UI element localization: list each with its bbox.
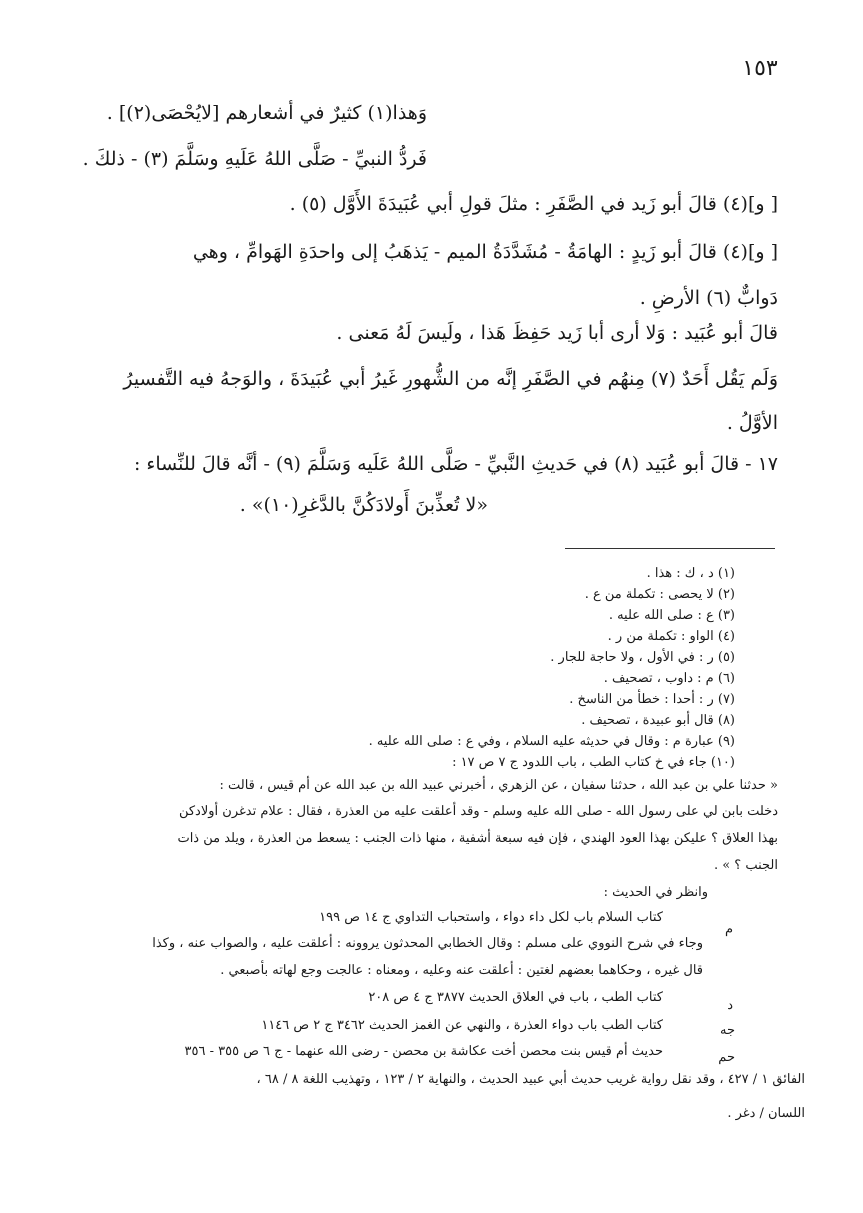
footnote: (١٠) جاء في خ كتاب الطب ، باب اللدود ج ٧ ص ١٧ :: [452, 755, 735, 770]
main-text-line: «لا تُعذِّبنَ أَولادَكُنَّ بالدَّغرِ(١٠)» .: [239, 494, 488, 516]
footnote: (٥) ر : في الأول ، ولا حاجة للجار .: [550, 650, 735, 665]
footnote: (٩) عبارة م : وقال في حديثه عليه السلام ، وفي ع : صلى الله عليه .: [368, 734, 735, 749]
main-text-line: الأوَّلُ .: [726, 412, 778, 434]
references-intro: وانظر في الحديث :: [603, 885, 708, 900]
reference-key: حم: [718, 1050, 735, 1065]
closing-line: الفائق ١ / ٤٢٧ ، وقد نقل رواية غريب حديث أبي عبيد الحديث ، والنهاية ٢ / ١٢٣ ، وتهذيب اللغة ٨ / ٦٨ ،: [256, 1072, 805, 1087]
reference-key: م: [724, 922, 733, 937]
footnote: (١) د ، ك : هذا .: [646, 566, 735, 581]
reference-key: جه: [719, 1023, 735, 1038]
footnote: (٨) قال أبو عبيدة ، تصحيف .: [581, 713, 735, 728]
footnote: (٦) م : داوب ، تصحيف .: [603, 671, 735, 686]
main-text-line: [ و](٤) قالَ أبو زَيدٍ : الهامَةُ - مُشَدَّدَةُ الميم - يَذهَبُ إلى واحدَةِ الهَوامِّ ، وهي: [192, 241, 778, 263]
footnote-separator: [565, 548, 775, 549]
reference-text: كتاب الطب ، باب في العلاق الحديث ٣٨٧٧ ج ٤ ص ٢٠٨: [368, 990, 663, 1005]
quote-line: دخلت بابن لي على رسول الله - صلى الله عليه وسلم - وقد أعلقت عليه من العذرة ، فقال : علام تدغرن أولادكن: [178, 804, 778, 819]
reference-text: كتاب الطب باب دواء العذرة ، والنهي عن الغمز الحديث ٣٤٦٢ ج ٢ ص ١١٤٦: [261, 1018, 663, 1033]
main-text-line: وَلَم يَقُل أَحَدٌ (٧) مِنهُم في الصَّفَرِ إنَّه من الشُّهورِ غَيرُ أبي عُبَيدَةَ ، والوَجهُ فيه التَّفسيرُ: [123, 368, 778, 390]
reference-text: كتاب السلام باب لكل داء دواء ، واستحباب التداوي ج ١٤ ص ١٩٩: [319, 910, 663, 925]
main-text-line: قالَ أبو عُبَيد : وَلا أرى أبا زَيد حَفِظَ هَذا ، ولَيسَ لَهُ مَعنى .: [336, 322, 778, 344]
quote-line: « حدثنا علي بن عبد الله ، حدثنا سفيان ، عن الزهري ، أخبرني عبيد الله بن عبد الله عن أم قيس ، قالت :: [219, 778, 778, 793]
main-text-line: ١٧ - قالَ أبو عُبَيد (٨) في حَديثِ النَّبيِّ - صَلَّى اللهُ عَلَيه وَسَلَّمَ (٩) - أنَّه قالَ للنِّساء :: [133, 453, 778, 475]
closing-line: اللسان / دغر .: [727, 1106, 805, 1121]
page-number: ١٥٣: [742, 56, 778, 81]
quote-line: بهذا العلاق ؟ عليكن بهذا العود الهندي ، فإن فيه سبعة أشفية ، منها ذات الجنب : يسعط من العذرة ، ويلد من ذات: [177, 831, 778, 846]
footnote: (٤) الواو : تكملة من ر .: [607, 629, 735, 644]
footnote: (٧) ر : أحدا : خطأ من الناسخ .: [569, 692, 735, 707]
main-text-line: دَوابٌّ (٦) الأرضِ .: [639, 287, 778, 309]
reference-text: قال غيره ، وحكاهما بعضهم لغتين : أعلقت عنه وعليه ، ومعناه : عالجت وجع لهاته بأصبعي .: [220, 963, 703, 978]
footnote: (٢) لا يحصى : تكملة من ع .: [584, 587, 735, 602]
reference-text: وجاء في شرح النووي على مسلم : وقال الخطابي المحدثون يروونه : أعلقت عليه ، والصواب عنه ، وكذا: [152, 936, 703, 951]
reference-key: د: [727, 998, 733, 1013]
main-text-line: [ و](٤) قالَ أبو زَيد في الصَّفَرِ : مثلَ قولِ أبي عُبَيدَةَ الأَوَّل (٥) .: [289, 193, 778, 215]
main-text-line: وَهذا(١) كثيرٌ في أشعارهم [لايُحْصَى(٢)] .: [106, 102, 427, 124]
quote-line: الجنب ؟ » .: [713, 858, 778, 873]
footnote: (٣) ع : صلى الله عليه .: [608, 608, 735, 623]
main-text-line: فَردُّ النبيِّ - صَلَّى اللهُ عَلَيهِ وسَلَّمَ (٣) - ذلكَ .: [82, 148, 427, 170]
reference-text: حديث أم قيس بنت محصن أخت عكاشة بن محصن - رضى الله عنهما - ج ٦ ص ٣٥٥ - ٣٥٦: [184, 1044, 663, 1059]
